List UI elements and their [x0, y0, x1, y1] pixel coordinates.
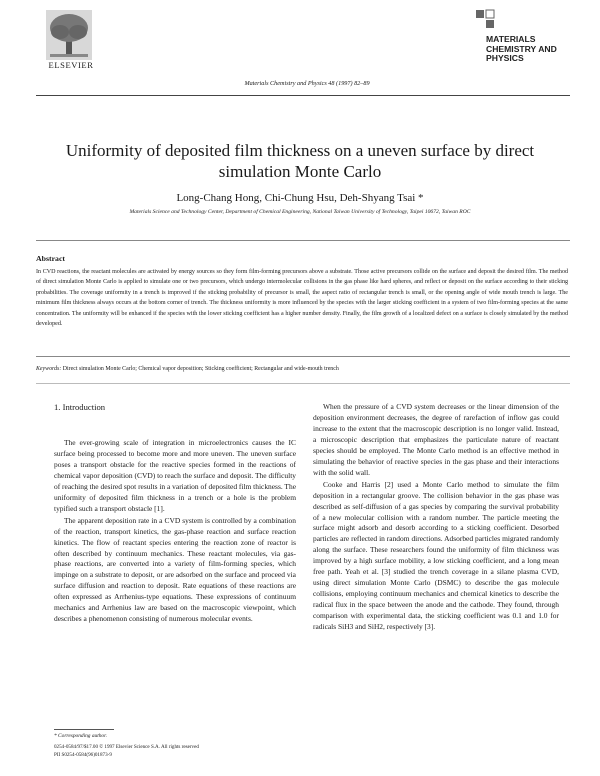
- journal-name: [486, 35, 576, 64]
- title-divider: [36, 240, 570, 241]
- section-heading-introduction: 1. Introduction: [54, 402, 106, 412]
- header-divider: [36, 95, 570, 96]
- keywords-line: [36, 366, 568, 372]
- copyright-line: 0254-0584/97/$17.00 © 1997 Elsevier Science S.A. All rights reserved: [54, 744, 199, 750]
- journal-name-line-1: MATERIALS: [486, 34, 536, 44]
- abstract-divider: [36, 356, 570, 357]
- left-column: [54, 402, 296, 625]
- footnote-divider: [54, 729, 114, 730]
- pii-line: PII S0254-0584(96)01873-9: [54, 751, 112, 758]
- keywords-text: Direct simulation Monte Carlo; Chemical vapor deposition; Sticking coefficient; Rectangular and wide-mouth trench: [61, 366, 339, 372]
- copyright-notice: [54, 744, 264, 759]
- journal-name-line-2: CHEMISTRY AND: [486, 43, 557, 54]
- elsevier-tree-logo: [46, 10, 92, 60]
- author-affiliation: Materials Science and Technology Center, Department of Chemical Engineering, National Taiwan University of Technology, Taipei 10672, Taiwan ROC: [129, 209, 471, 215]
- journal-citation: Materials Chemistry and Physics 48 (1997) 82–89: [244, 80, 370, 87]
- body-paragraph: Cooke and Harris [2] used a Monte Carlo method to simulate the film deposition in a rectangular groove. The collision behavior in the gas phase was described as self-diffusion of a gas species by comparing the survival probability of a new molecular collision with a random number. The particle meeting the surface might adsorb and desorb according to a sticking coefficient. Desorbed particles are reflected in random directions. Adsorbed particles migrated randomly along the surface. These researchers found the uniformity of film thickness was improved by a high surface mobility, a low sticking coefficient, and a long mean free path. Yeah et al. [3] studied the trench coverage in a silane plasma CVD, using direct simulation Monte Carlo (DSMC) to describe the gas molecule collisions, employing continuum mechanics and chemical kinetics to describe the radical flux in the space between the anode and the cathode. They found, through comparison with experimental data, the sticking coefficient was 0.1 and 1.0 for radicals SiH3 and SiH2, respectively [3].: [313, 479, 559, 632]
- body-paragraph: When the pressure of a CVD system decreases or the linear dimension of the deposition environment decreases, the degree of rarefaction of inflow gas could increase to the extent that the macroscopic description is no longer valid. Instead, a microscopic description that emphasizes the particulate nature of reactant species should be employed. The Monte Carlo method is an effective method in simulating the behavior of reactive species in the gas phase and their interactions with the solid wall.: [313, 402, 559, 477]
- abstract-heading: Abstract: [36, 254, 66, 263]
- article-title: Uniformity of deposited film thickness on a uneven surface by direct simulation Monte Carlo: [65, 141, 535, 181]
- body-paragraph: The apparent deposition rate in a CVD system is controlled by a combination of the reaction, transport kinetics, the gas-phase reaction and surface reaction kinetics. The flow of reactant species entering the reaction zone of reactor is often described by continuum mechanics. These reactant molecules, via gas-phase reactions, are converted into a variety of film-forming species, which impinge on a substrate to deposit, or are adsorbed on the surface and proceed via surface diffusion and reaction to deposit. Rate equations of these reactions are often expressed as Arrhenius-type equations. These expressions of continuum mechanics and Arrhenius law are based on the macroscopic viewpoint, which describes a phenomenon consisting of numerous molecular events.: [54, 515, 296, 624]
- corresponding-author-note: * Corresponding author.: [54, 733, 107, 739]
- right-column: [313, 402, 559, 633]
- journal-name-line-3: PHYSICS: [486, 53, 524, 63]
- body-paragraph: The ever-growing scale of integration in microelectronics causes the IC surface being processed to become more and more uneven. The uneven surface poses a transport obstacle for the reactive species formed in the reactions of chemical vapor deposition (CVD) to reach the surface and deposit. The difficulty of reaching the desired spot results in a variation of deposited film thickness. The uniformity of deposited film thickness in a trench or a hole is the problem typified such a transport obstacle [1].: [54, 438, 296, 513]
- keywords-label: Keywords:: [36, 366, 62, 372]
- keywords-divider: [36, 383, 570, 384]
- publisher-name: ELSEVIER: [48, 60, 94, 70]
- abstract-body: In CVD reactions, the reactant molecules are activated by energy sources so they form film-forming precursors above a substrate. Those active precursors collide on the surface and deposit the desired film. The method of direct simulation Monte Carlo is applied to simulate one or two precursors, which undergo intermolecular collisions in the gas phase like hard spheres, and reflect or deposit on the surface according to their sticking probabilities. The coverage uniformity in a trench is improved if the sticking probability of precursor is small, the aspect ratio of rectangular trench is small, or the opening angle of wide mouth trench is large. The minimum film thickness always occurs at the bottom corner of trench. The thickness uniformity is more influenced by the species with the larger sticking coefficient in a system of two film-forming species at the same concentration. The uniformity will be enhanced if the species with the lower sticking coefficient has a higher number density. Finally, the film growth of a localized defect on a surface is closely simulated by the method developed.: [36, 269, 568, 328]
- author-list: Long-Chang Hong, Chi-Chung Hsu, Deh-Shyang Tsai *: [176, 192, 424, 204]
- journal-emblem-icon: [474, 8, 496, 30]
